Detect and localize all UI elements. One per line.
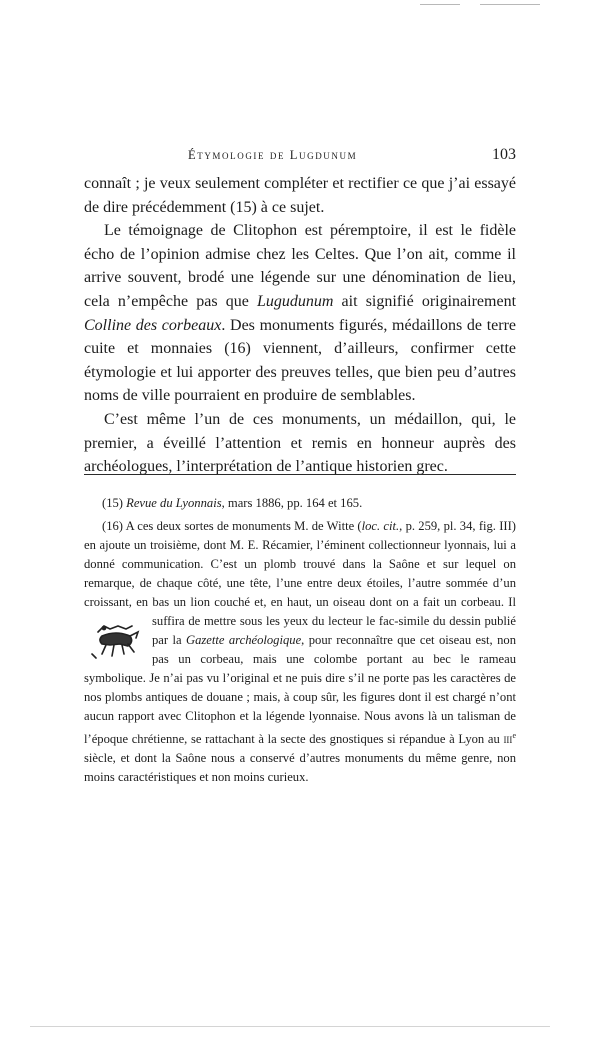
scan-artifact (480, 4, 540, 5)
footnote-italic: Gazette archéologique (186, 633, 302, 647)
footnote-number: (16) (102, 519, 123, 533)
footnote-citation-title: Revue du Lyonnais (126, 496, 222, 510)
lion-figure-icon (84, 614, 146, 666)
running-title: Étymologie de Lugdunum (188, 148, 358, 162)
italic-phrase: Colline des corbeaux (84, 316, 222, 334)
footnote-text: , p. 259, pl. 34, fig. III) en ajoute un troisième, dont M. E. Récamier, l’éminent collectionneur lyonnais, lui a donné communication. C’est un plomb trouvé dans la Saône et sur lequel on remarque, de chaque côté, une tête, l’une entre deux étoiles, l’autre sommée d’un croissant, en bas un lion couché et, en haut, un oiseau dont on a fait un corbeau. Il (84, 519, 516, 609)
footnote-16 (84, 517, 516, 787)
main-text (84, 172, 516, 479)
page-header (84, 146, 516, 168)
century-superscript: e (512, 731, 516, 740)
footnote-text (84, 614, 516, 784)
paragraph-3: C’est même l’un de ces monuments, un médaillon, qui, le premier, a éveillé l’attention et remis en honneur auprès des archéologues, l’interprétation de l’antique historien grec. (84, 410, 516, 476)
paragraph-2 (84, 219, 516, 408)
paragraph-1: connaît ; je veux seulement compléter et rectifier ce que j’ai essayé de dire précédemment (15) à ce sujet. (84, 175, 516, 216)
scan-artifact (30, 1026, 550, 1027)
footnote-text: A ces deux sortes de monuments M. de Witte ( (125, 519, 362, 533)
footnote-15 (84, 494, 516, 513)
century-numeral: iii (503, 732, 513, 747)
footnote-text: siècle, et dont la Saône nous a conservé d’autres monuments du même genre, non moins caractéristiques et non moins curieux. (84, 751, 516, 785)
scan-artifact (420, 4, 460, 5)
page-number: 103 (492, 146, 516, 163)
paragraph-text: Le témoignage de Clitophon est péremptoire, il est le fidèle écho de l’opinion admise chez les Celtes. Que l’on ait, comme il arrive souvent, brodé une légende sur une dénomination de lieu, cela n’empêche pas que (84, 222, 516, 310)
footnote-citation-detail: , mars 1886, pp. 164 et 165. (221, 496, 363, 510)
footnote-text: , pour reconnaître que cet oiseau est, non pas un corbeau, mais une colombe portant au bec le rameau symbolique. Je n’ai pas vu l’original et ne puis dire s’il ne porte pas les caractères de nos plombs antiques de douane ; mais, à coup sûr, les figures dont il est chargé n’ont aucun rapport avec Clitophon et la légende lyonnaise. Nous avons là un talisman de l’époque chrétienne, se rattachant à la secte des gnostiques si répandue à Lyon au (84, 633, 516, 747)
paragraph-text: ait signifié originairement (333, 292, 517, 310)
footnote-number: (15) (102, 496, 123, 510)
paragraph-text: . Des monuments figurés, médaillons de terre cuite et monnaies (16) viennent, d’ailleurs, confirmer cette étymologie et lui apporter des preuves telles, que bien peu d’autres noms de ville pourraient en produire de semblables. (84, 316, 516, 405)
footnotes (84, 494, 516, 791)
italic-place-name: Lugudunum (256, 292, 334, 310)
footnote-separator (84, 474, 516, 475)
footnote-text: suffira de mettre sous les yeux du lecteur le fac-simile du dessin publié par la (152, 614, 516, 647)
footnote-italic: loc. cit. (361, 519, 400, 533)
